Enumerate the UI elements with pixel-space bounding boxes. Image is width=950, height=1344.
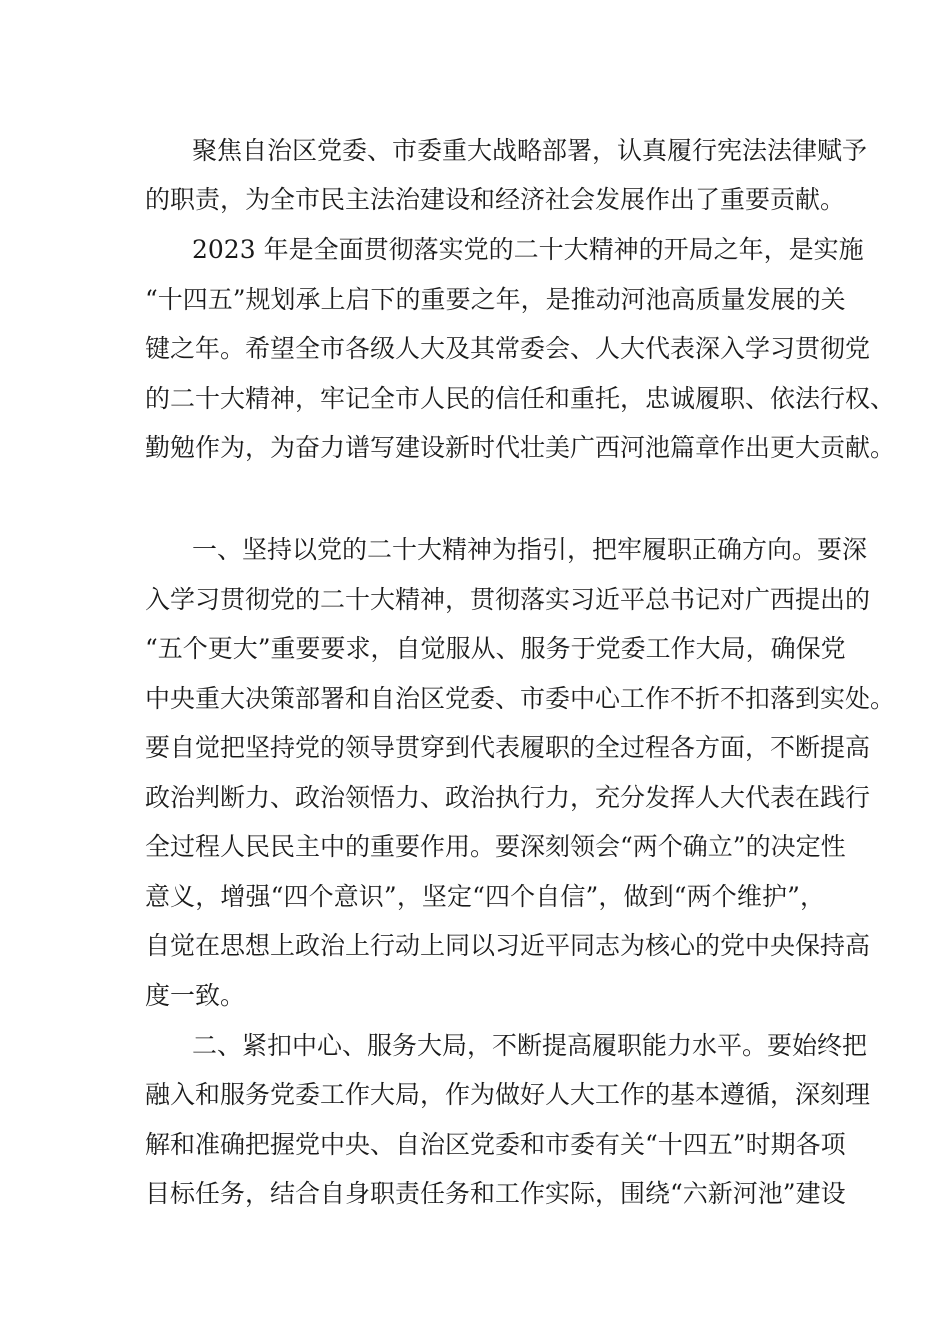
line-text: 意义，增强“四个意识”，坚定“四个自信”，做到“两个维护”，: [145, 882, 825, 911]
paragraph-line: [0, 1026, 950, 1066]
line-text: 解和准确把握党中央、自治区党委和市委有关“十四五”时期各项: [145, 1130, 846, 1159]
line-text: 的二十大精神，牢记全市人民的信任和重托，忠诚履职、依法行权、: [145, 384, 896, 413]
paragraph-line: [0, 926, 950, 966]
paragraph-line: [0, 877, 950, 917]
paragraph-line: [0, 180, 950, 220]
paragraph-line: [0, 280, 950, 320]
line-text: 自觉在思想上政治上行动上同以习近平同志为核心的党中央保持高: [145, 931, 871, 960]
paragraph-line: [0, 1075, 950, 1115]
line-text: 度一致。: [145, 981, 246, 1010]
paragraph-line: [0, 530, 950, 570]
line-text: “十四五”规划承上启下的重要之年，是推动河池高质量发展的关: [145, 285, 846, 314]
line-text: 融入和服务党委工作大局，作为做好人大工作的基本遵循，深刻理: [145, 1080, 871, 1109]
paragraph-line: [0, 629, 950, 669]
line-text: 键之年。希望全市各级人大及其常委会、人大代表深入学习贯彻党: [145, 334, 871, 363]
line-text: 的职责，为全市民主法治建设和经济社会发展作出了重要贡献。: [145, 185, 846, 214]
paragraph-line: [0, 329, 950, 369]
paragraph-line: [0, 580, 950, 620]
paragraph-line: [0, 131, 950, 171]
paragraph-line: [0, 778, 950, 818]
line-text: 一、坚持以党的二十大精神为指引，把牢履职正确方向。要深: [192, 535, 868, 564]
line-text: 二、紧扣中心、服务大局，不断提高履职能力水平。要始终把: [192, 1031, 868, 1060]
paragraph-line: [0, 1174, 950, 1214]
paragraph-line: [0, 728, 950, 768]
paragraph-line: [0, 428, 950, 468]
line-text: 入学习贯彻党的二十大精神，贯彻落实习近平总书记对广西提出的: [145, 585, 871, 614]
line-text: 2023 年是全面贯彻落实党的二十大精神的开局之年，是实施: [192, 235, 864, 264]
paragraph-line: [0, 679, 950, 719]
paragraph-line: [0, 1125, 950, 1165]
line-text: 中央重大决策部署和自治区党委、市委中心工作不折不扣落到实处。: [145, 684, 896, 713]
line-text: 全过程人民民主中的重要作用。要深刻领会“两个确立”的决定性: [145, 832, 846, 861]
paragraph-line: [0, 976, 950, 1016]
line-text: 政治判断力、政治领悟力、政治执行力，充分发挥人大代表在践行: [145, 783, 871, 812]
line-text: “五个更大”重要要求，自觉服从、服务于党委工作大局，确保党: [145, 634, 846, 663]
paragraph-line: [0, 827, 950, 867]
line-text: 聚焦自治区党委、市委重大战略部署，认真履行宪法法律赋予: [192, 136, 868, 165]
line-text: 要自觉把坚持党的领导贯穿到代表履职的全过程各方面，不断提高: [145, 733, 871, 762]
paragraph-line: [0, 379, 950, 419]
line-text: 目标任务，结合自身职责任务和工作实际，围绕“六新河池”建设: [145, 1179, 846, 1208]
paragraph-line: [0, 230, 950, 270]
line-text: 勤勉作为，为奋力谱写建设新时代壮美广西河池篇章作出更大贡献。: [145, 433, 896, 462]
